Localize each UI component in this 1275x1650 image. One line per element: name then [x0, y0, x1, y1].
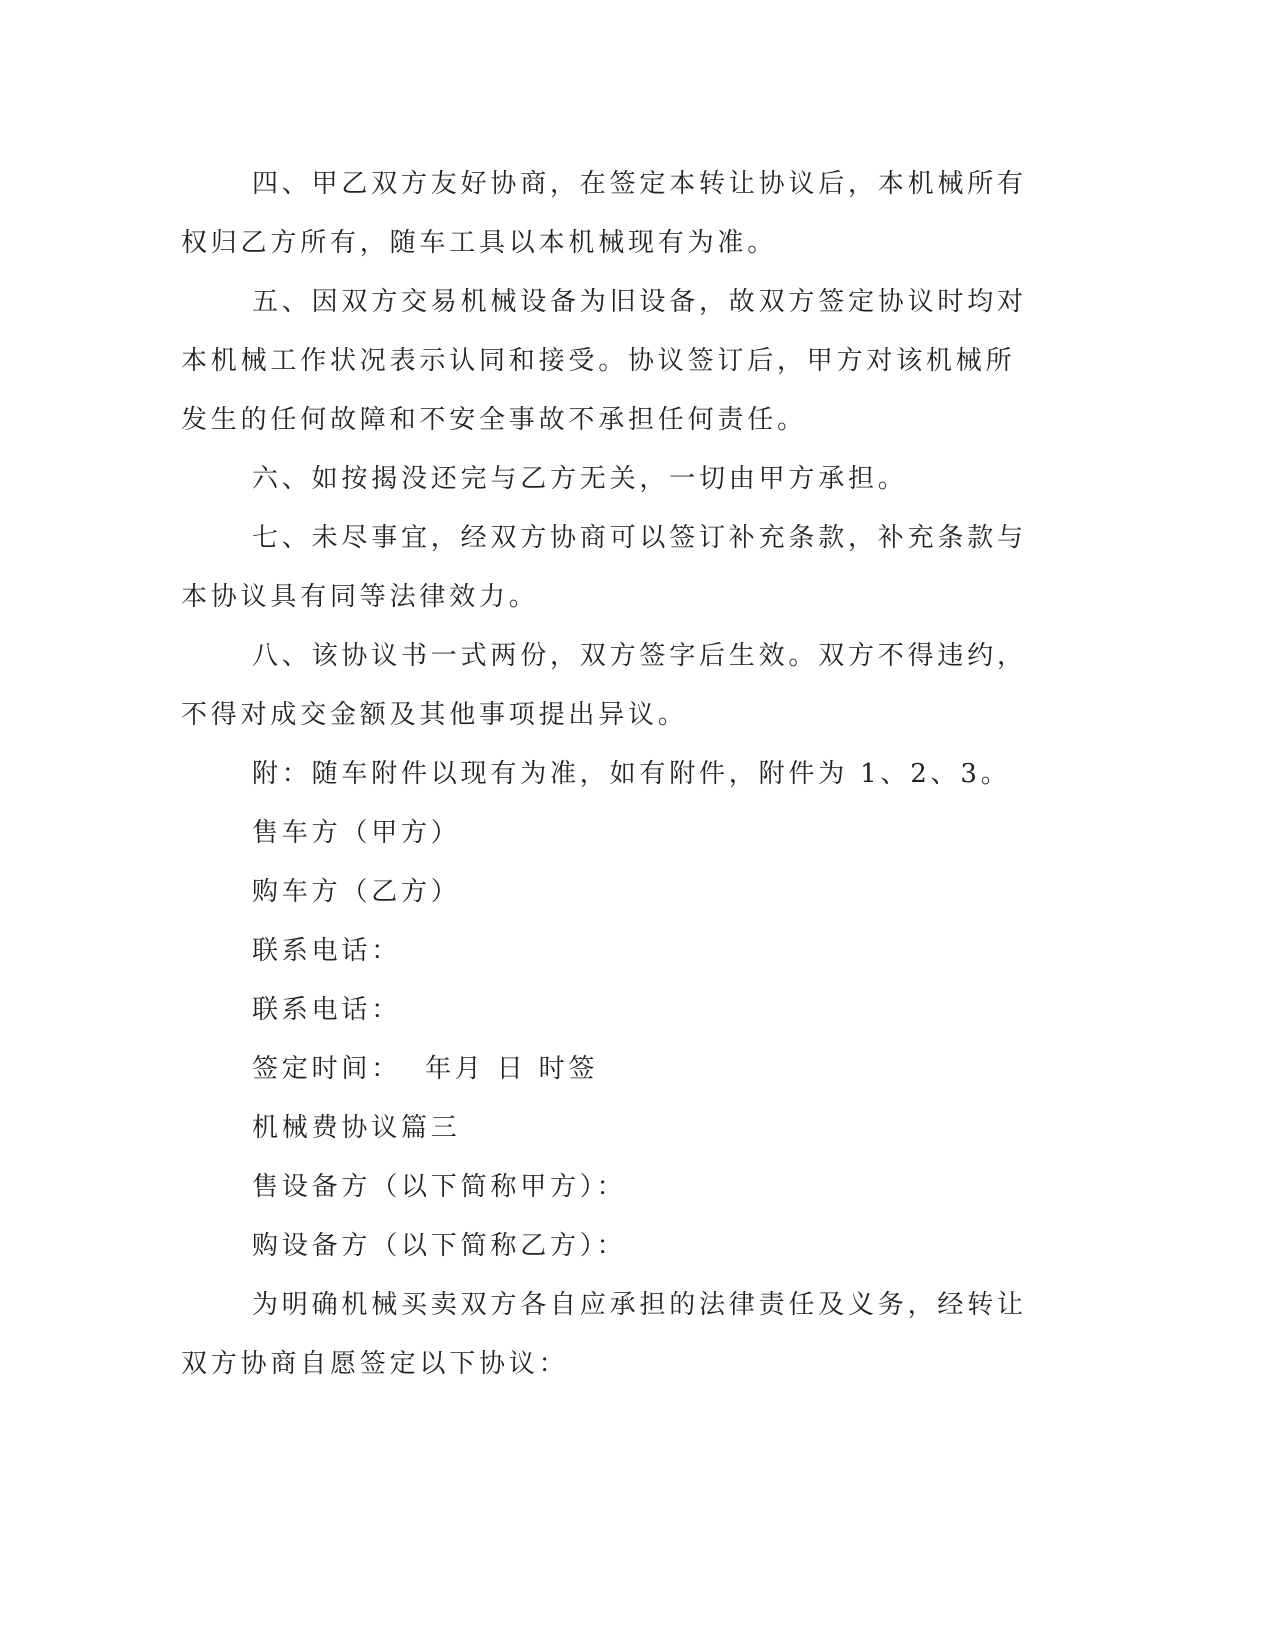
equipment-seller-label: 售设备方（以下简称甲方）： — [252, 1172, 627, 1202]
clause-seven: 七、未尽事宜，经双方协商可以签订补充条款，补充条款与本协议具有同等法律效力。 — [181, 523, 1027, 612]
attachment-note: 附：随车附件以现有为准，如有附件，附件为 1、2、3。 — [252, 759, 1011, 789]
buyer-party-label: 购车方（乙方） — [252, 877, 461, 907]
clause-four: 四、甲乙双方友好协商，在签定本转让协议后，本机械所有权归乙方所有，随车工具以本机械现有为准。 — [181, 169, 1027, 258]
signing-time-label: 签定时间： 年月 日 时签 — [252, 1054, 599, 1084]
clause-six: 六、如按揭没还完与乙方无关，一切由甲方承担。 — [252, 464, 908, 494]
agreement-intro: 为明确机械买卖双方各自应承担的法律责任及义务，经转让双方协商自愿签定以下协议： — [181, 1290, 1027, 1379]
section-heading: 机械费协议篇三 — [252, 1113, 461, 1143]
document-body — [181, 155, 1031, 1394]
equipment-buyer-label: 购设备方（以下简称乙方）： — [252, 1231, 627, 1261]
buyer-phone-label: 联系电话： — [252, 995, 402, 1025]
clause-eight: 八、该协议书一式两份，双方签字后生效。双方不得违约，不得对成交金额及其他事项提出异议。 — [181, 641, 1027, 730]
seller-party-label: 售车方（甲方） — [252, 818, 461, 848]
seller-phone-label: 联系电话： — [252, 936, 402, 966]
clause-five: 五、因双方交易机械设备为旧设备，故双方签定协议时均对本机械工作状况表示认同和接受。协议签订后，甲方对该机械所发生的任何故障和不安全事故不承担任何责任。 — [181, 287, 1027, 435]
